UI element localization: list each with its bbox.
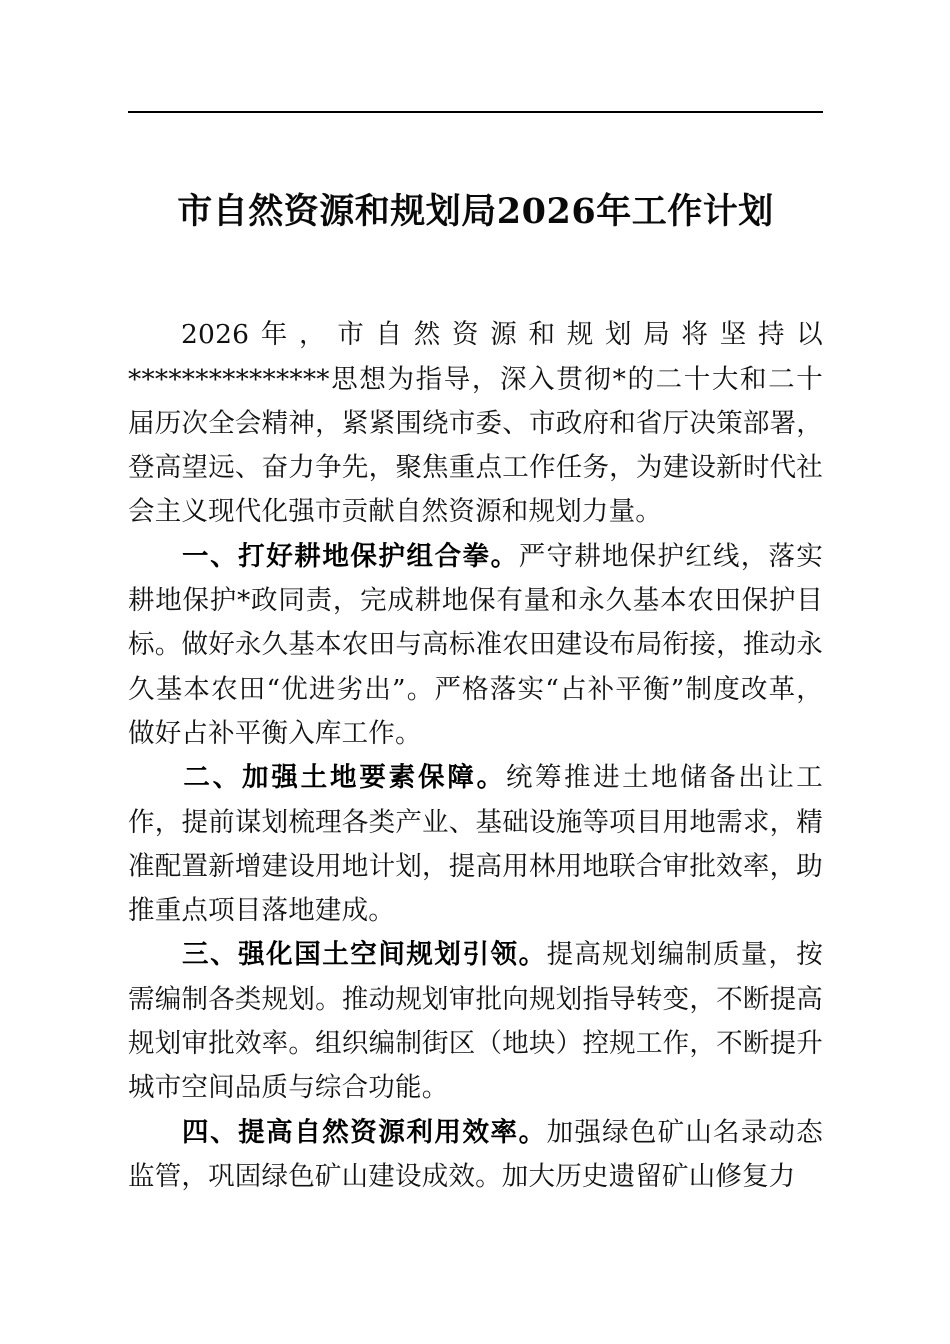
paragraph-section-4 [128,1111,823,1200]
header-divider-rule [128,111,823,113]
paragraph-text: 提高规划编制质量，按需编制各类规划。推动规划审批向规划指导转变，不断提高规划审批效率。组织编制街区（地块）控规工作，不断提升城市空间品质与综合功能。 [128,939,824,1104]
section-heading-2: 二、加强土地要素保障。 [181,762,506,794]
paragraph-section-3 [128,933,823,1110]
paragraph-section-1 [128,535,823,756]
title-spacer [128,235,823,313]
paragraph-text: 2026年，市自然资源和规划局将坚持以***************思想为指导，深入贯彻*的二十大和二十届历次全会精神，紧紧围绕市委、市政府和省厅决策部署，登高望远、奋力争先，聚焦重点工作任务，为建设新时代社会主义现代化强市贡献自然资源和规划力量。 [128,319,823,528]
paragraph-opening [128,313,823,534]
section-heading-1: 一、打好耕地保护组合拳。 [181,540,519,572]
page-title: 市自然资源和规划局2026年工作计划 [177,191,774,232]
document-body [128,130,823,1199]
paragraph-text: 加强绿色矿山名录动态监管，巩固绿色矿山建设成效。加大历史遗留矿山修复力 [128,1116,824,1192]
paragraph-section-2 [128,756,823,933]
section-heading-4: 四、提高自然资源利用效率。 [181,1116,547,1148]
section-heading-3: 三、强化国土空间规划引领。 [181,939,547,971]
paragraph-text: 统筹推进土地储备出让工作，提前谋划梳理各类产业、基础设施等项目用地需求，精准配置新增建设用地计划，提高用林用地联合审批效率，助推重点项目落地建成。 [128,762,824,927]
paragraph-text: 严守耕地保护红线，落实耕地保护*政同责，完成耕地保有量和永久基本农田保护目标。做好永久基本农田与高标准农田建设布局衔接，推动永久基本农田“优进劣出”。严格落实“占补平衡”制度改革，做好占补平衡入库工作。 [128,540,823,749]
page-header [0,0,950,130]
